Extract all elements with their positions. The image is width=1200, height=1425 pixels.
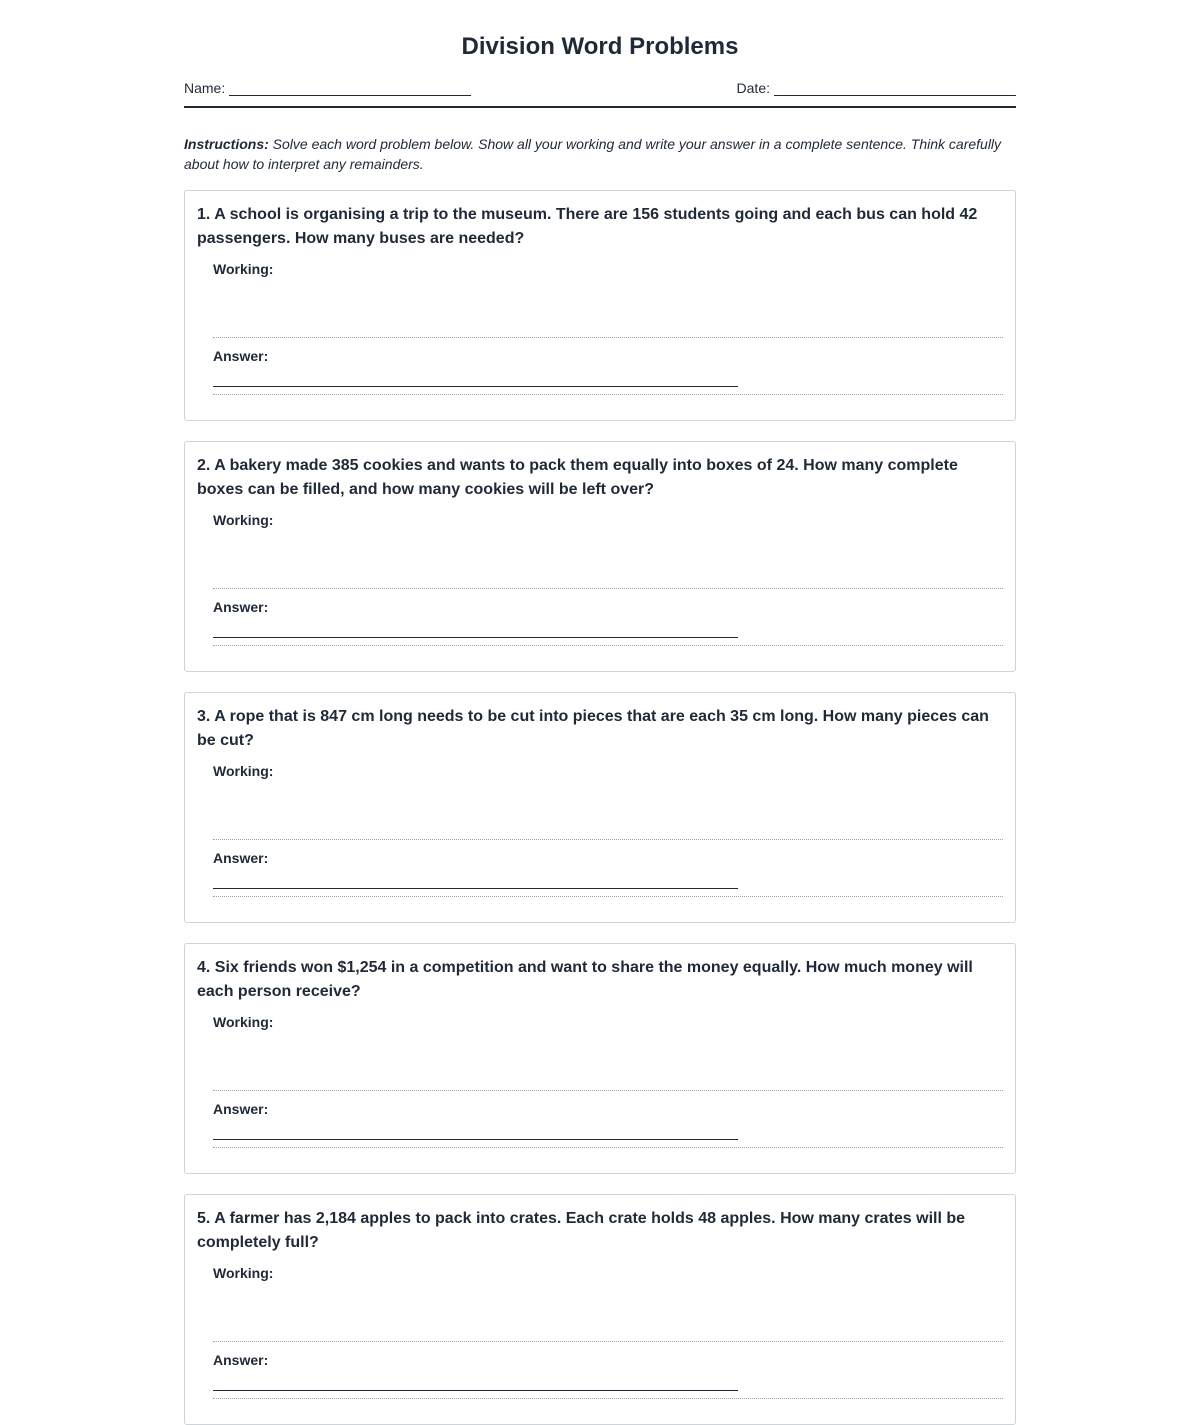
date-label: Date:: [736, 80, 770, 96]
answer-label: Answer:: [213, 1101, 269, 1117]
problem-response: [213, 261, 1003, 395]
page-title: Division Word Problems: [461, 33, 739, 60]
problem-response: [213, 512, 1003, 646]
student-info-row: [184, 80, 1016, 108]
answer-line[interactable]: [213, 1139, 738, 1140]
answer-space[interactable]: [213, 615, 1003, 646]
answer-label: Answer:: [213, 348, 269, 364]
name-field[interactable]: [184, 80, 471, 96]
problem-card-5: [184, 1194, 1016, 1425]
problem-card-1: [184, 190, 1016, 421]
working-label: Working:: [213, 512, 274, 528]
problem-card-3: [184, 692, 1016, 923]
instructions-text: Solve each word problem below. Show all your working and write your answer in a complete sentence. Think carefully about how to interpret any remainders.: [184, 136, 1002, 172]
working-space[interactable]: [213, 277, 1003, 338]
working-label: Working:: [213, 763, 274, 779]
problem-question: 5. A farmer has 2,184 apples to pack into crates. Each crate holds 48 apples. How many crates will be completely full?: [197, 1210, 966, 1251]
problem-card-2: [184, 441, 1016, 672]
problem-question: 1. A school is organising a trip to the museum. There are 156 students going and each bus can hold 42 passengers. How many buses are needed?: [197, 206, 978, 247]
name-blank-line[interactable]: [229, 81, 471, 96]
problem-card-4: [184, 943, 1016, 1174]
answer-label: Answer:: [213, 850, 269, 866]
date-field[interactable]: [737, 80, 1016, 96]
answer-label: Answer:: [213, 599, 269, 615]
working-label: Working:: [213, 1265, 274, 1281]
working-space[interactable]: [213, 1281, 1003, 1342]
answer-label: Answer:: [213, 1352, 269, 1368]
working-space[interactable]: [213, 528, 1003, 589]
answer-line[interactable]: [213, 637, 738, 638]
problem-question: 4. Six friends won $1,254 in a competition and want to share the money equally. How much money will each person receive?: [197, 959, 973, 1000]
working-space[interactable]: [213, 1030, 1003, 1091]
answer-line[interactable]: [213, 386, 738, 387]
answer-space[interactable]: [213, 1117, 1003, 1148]
date-blank-line[interactable]: [774, 81, 1016, 96]
answer-line[interactable]: [213, 888, 738, 889]
problem-question: 2. A bakery made 385 cookies and wants to pack them equally into boxes of 24. How many complete boxes can be filled, and how many cookies will be left over?: [197, 457, 958, 498]
name-label: Name:: [184, 80, 226, 96]
problem-response: [213, 1014, 1003, 1148]
answer-space[interactable]: [213, 364, 1003, 395]
problem-question: 3. A rope that is 847 cm long needs to be cut into pieces that are each 35 cm long. How many pieces can be cut?: [197, 708, 989, 749]
problem-response: [213, 763, 1003, 897]
worksheet-page: [184, 0, 1016, 1425]
working-label: Working:: [213, 261, 274, 277]
working-space[interactable]: [213, 779, 1003, 840]
instructions: [184, 134, 1016, 174]
instructions-lead: Instructions:: [184, 136, 269, 152]
answer-line[interactable]: [213, 1390, 738, 1391]
working-label: Working:: [213, 1014, 274, 1030]
answer-space[interactable]: [213, 866, 1003, 897]
problem-response: [213, 1265, 1003, 1399]
answer-space[interactable]: [213, 1368, 1003, 1399]
